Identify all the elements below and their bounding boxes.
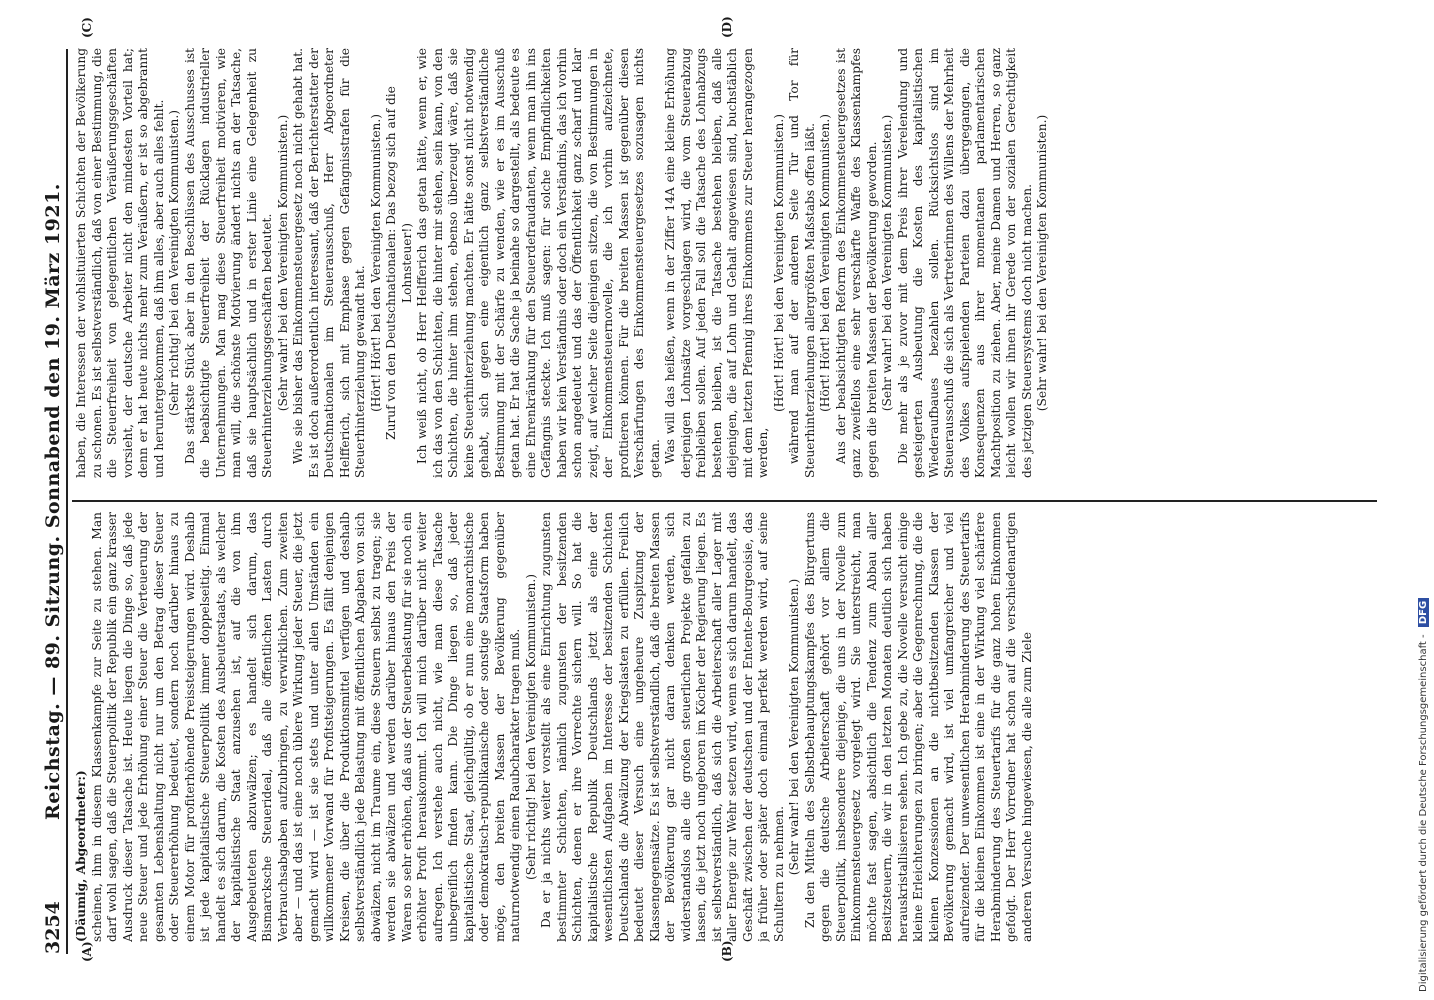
margin-marker-c: (C) [80, 17, 94, 38]
interjection: (Sehr wahr! bei den Vereinigten Kommunisten.) [1035, 114, 1049, 412]
margin-marker-a: (A) [80, 941, 94, 962]
interjection: (Sehr wahr! bei den Vereinigten Kommunisten.) [880, 114, 894, 412]
funding-note [1416, 8, 1432, 992]
right-column [74, 48, 1374, 478]
interjection: (Hört! Hört! bei den Vereinigten Kommunisten.) [818, 113, 832, 413]
paragraph: Wie sie bisher das Einkommensteuergesetz noch nicht gehabt hat. Es ist doch außerordentlich interessant, daß der Berichterstatter der Deutschnationalen im Steuerausschuß, Herr Abgeordneter Helfferich, sich mit Emphase gegen Gefängnisstrafen für die Steuerhinterziehung gewandt hat. [291, 48, 367, 478]
page-title: Reichstag. — 89. Sitzung. Sonnabend den 19. März 1921. [42, 183, 64, 820]
paragraph: Was will das heißen, wenn in der Ziffer 14A eine kleine Erhöhung derjenigen Lohnsätze vorgeschlagen wird, die vom Steuerabzug freibleiben sollen. Auf jeden Fall soll die Tatsache des Lohnabzugs bestehen bleiben, ist die Tatsache bestehen bleiben, daß alle diejenigen, die auf Lohn und Gehalt angewiesen sind, buchstäblich mit dem letzten Pfennig ihres Einkommens zur Steuer herangezogen werden, [663, 48, 770, 478]
page-header [40, 49, 68, 954]
dfg-logo: DFG [1418, 598, 1429, 627]
paragraph: Zu den Mitteln des Selbstbehauptungskampfes des Bürgertums gegen die deutsche Arbeiterschaft gehört vor allem die Steuerpolitik, insbesondere diejenige, die uns in der Novelle zum Einkommensteuergesetz vorgelegt wird. Sie unterstreicht, man möchte fast sagen, absichtlich die Tendenz zum Abbau aller Besitzsteuern, die wir in den letzten Monaten deutlich sich haben herauskristallisieren sehen. Ich gebe zu, die Novelle versucht einige kleine Erleichterungen zu bringen; aber die Gegenrechnung, die die kleinen Konzessionen an die nichtbesitzenden Klassen der Bevölkerung gemacht wird, ist viel umfangreicher und viel aufreizender. Der unwesentlichen Herabminderung des Steuertarifs für die kleinen Einkommen ist eine in der Wirkung viel schärfere Herabminderung des Steuertarifs für die ganz hohen Einkommen gefolgt. Der Herr Vorredner hat schon auf die verschiedenartigen anderen Versuche hingewiesen, die alle zum Ziele [802, 512, 1034, 942]
paragraph: Das stärkste Stück aber in den Beschlüssen des Ausschusses ist die beabsichtigte Steuerfreiheit der Rücklagen industrieller Unternehmungen. Man mag diese Steuerfreiheit motivieren, wie man will, die schönste Motivierung ändert nichts an der Tatsache, daß sie hauptsächlich und in erster Linie eine Gelegenheit zu Steuerhinterziehungsgeschäften bedeutet. [182, 48, 274, 478]
left-column [74, 512, 1374, 942]
paragraph: Aus der beabsichtigten Reform des Einkommensteuergesetzes ist ganz zweifellos eine sehr verschärfte Waffe des Klassenkampfes gegen die breiten Massen der Bevölkerung geworden. [833, 48, 879, 478]
funding-note-text: Digitalisierung gefördert durch die Deutsche Forschungsgemeinschaft - [1418, 634, 1429, 992]
paragraph: haben, die Interessen der wohlsituierten Schichten der Bevölkerung zu schonen. Es ist selbstverständlich, daß von einer Bestimmung, die die Steuerfreiheit von gelegentlichen Veräußerungsgeschäften vorsieht, der deutsche Arbeiter nicht den mindesten Vorteil hat; denn er hat heute nichts mehr zum Veräußern, er ist so abgebrannt und heruntergekommen, daß ihm alles, aber auch alles fehlt. [74, 48, 166, 478]
margin-marker-d: (D) [720, 16, 734, 38]
interjection: (Hört! Hört! bei den Vereinigten Kommunisten.) [368, 113, 383, 413]
column-divider [72, 500, 1377, 502]
interjection: Zuruf von den Deutschnationalen: Das bezog sich auf die Lohnsteuer!) [384, 86, 414, 440]
interjection: (Hört! Hört! bei den Vereinigten Kommunisten.) [771, 113, 786, 413]
paragraph: scheinen, ihm in diesem Klassenkampfe zur Seite zu stehen. Man darf wohl sagen, daß die Steuerpolitik der Republik ein ganz krasser Ausdruck dieser Tatsache ist. Heute liegen die Dinge so, daß jede neue Steuer und jede Erhöhung einer Steuer die Verteuerung der gesamten Lebenshaltung nicht nur um den Betrag dieser Steuer oder Steuererhöhung bedeutet, sondern noch darüber hinaus zu einem Motor für profiterhöhende Preissteigerungen wird. Deshalb ist jede kapitalistische Steuerpolitik immer doppelseitig. Einmal handelt es sich darum, die Kosten des Ausbeuterstaats, als welcher der kapitalistische Staat anzusehen ist, auf die von ihm Ausgebeuteten abzuwälzen; es handelt sich darum, das Bismarcksche Steuerideal, daß alle öffentlichen Lasten durch Verbrauchsabgaben aufzubringen, zu verwirklichen. Zum zweiten aber — und das ist eine noch üblere Wirkung jeder Steuer, die jetzt gemacht wird — ist sie stets und unter allen Umständen ein willkommener Vorwand für Profitsteigerungen. Es fällt denjenigen Kreisen, die über die Produktionsmittel verfügen und deshalb selbstverständlich jede Belastung mit öffentlichen Abgaben von sich abwälzen, nicht im Traume ein, diese Steuern selbst zu tragen; sie werden sie abwälzen und werden darüber hinaus den Preis der Waren so sehr erhöhen, daß aus der Steuerbelastung für sie noch ein erhöhter Profit herauskommt. Ich will mich darüber nicht weiter aufregen. Ich verstehe auch nicht, wie man diese Tatsache unbegreiflich finden kann. Die Dinge liegen so, daß jeder kapitalistische Staat, gleichgültig, ob er nun eine monarchistische oder demokratisch-republikanische oder sonstige Staatsform haben möge, den breiten Massen der Bevölkerung gegenüber naturnotwendig einen Raubcharakter tragen muß. [89, 512, 522, 942]
interjection: (Sehr wahr! bei den Vereinigten Kommunisten.) [787, 578, 801, 876]
page-number: 3254 [42, 901, 64, 954]
speaker-label: (Däumig, Abgeordneter:) [74, 770, 88, 942]
paragraph: während man auf der anderen Seite Tür und Tor für Steuerhinterziehungen allergrößten Maßstabs offen läßt. [787, 48, 817, 478]
margin-marker-b: (B) [720, 940, 734, 962]
interjection: (Sehr wahr! bei den Vereinigten Kommunisten.) [275, 114, 290, 412]
paragraph: Die mehr als je zuvor mit dem Preis ihrer Verelendung und gesteigerten Ausbeutung die Kosten des kapitalistischen Wiederaufbaues bezahlen sollen. Rücksichtslos sind im Steuerausschuß die sich als Vertreterinnen des Willens der Mehrheit des Volkes aufspielenden Parteien dazu übergegangen, die Konsequenzen aus ihrer momentanen parlamentarischen Machtposition zu ziehen. Aber, meine Damen und Herren, so ganz leicht wollen wir ihnen ihr Gerede von der sozialen Gerechtigkeit des jetzigen Steuersystems doch nicht machen. [895, 48, 1034, 478]
paragraph: Ich weiß nicht, ob Herr Helfferich das getan hätte, wenn er, wie ich das von den Schichten, die hinter mir stehen, sein kann, von den Schichten, die hinter ihm stehen, ebenso überzeugt wäre, daß sie keine Steuerhinterziehung machten. Er hätte sonst nicht notwendig gehabt, sich gegen eine eigentlich ganz selbstverständliche Bestimmung mit der Schärfe zu wenden, wie er es im Ausschuß getan hat. Er hat die Sache ja beinahe so dargestellt, als bedeute es eine Ehrenkränkung für den Steuerdefraudanten, wenn man ihn ins Gefängnis steckte. Ich muß sagen: für solche Empfindlichkeiten haben wir kein Verständnis oder doch ein Verständnis, das ich vorhin schon angedeutet und das der Öffentlichkeit ganz scharf und klar zeigt, auf welcher Seite diejenigen sitzen, die von Bestimmungen in der Einkommensteuernovelle, die ich vorhin aufzeichnete, profitieren können. Für die breiten Massen ist gegenüber diesen Verschärfungen des Einkommensteuergesetzes sozusagen nichts getan. [415, 48, 662, 478]
interjection: (Sehr richtig! bei den Vereinigten Kommunisten.) [523, 573, 538, 881]
paragraph: Da er ja nichts weiter vorstellt als eine Einrichtung zugunsten bestimmter Schichten, nämlich zugunsten der besitzenden Schichten, denen er ihre Vorrechte sichern will. So hat die kapitalistische Republik Deutschlands jetzt als eine der wesentlichsten Aufgaben im Interesse der besitzenden Schichten Deutschlands die Abwälzung der Kriegslasten zu erfüllen. Freilich bedeutet dieser Versuch eine ungeheure Zuspitzung der Klassengegensätze. Es ist selbstverständlich, daß die breiten Massen der Bevölkerung gar nicht daran denken werden, sich widerstandslos alle die großen steuerlichen Projekte gefallen zu lassen, die jetzt noch ungeboren im Köcher der Regierung liegen. Es ist selbstverständlich, daß sich die Arbeiterschaft aller Lager mit aller Energie zur Wehr setzen wird, wenn es sich darum handelt, das Geschäft zwischen der deutschen und der Entente-Bourgeoisie, das ja früher oder später doch einmal perfekt werden wird, auf seine Schultern zu nehmen. [539, 512, 786, 942]
interjection: (Sehr richtig! bei den Vereinigten Kommunisten.) [167, 109, 181, 417]
